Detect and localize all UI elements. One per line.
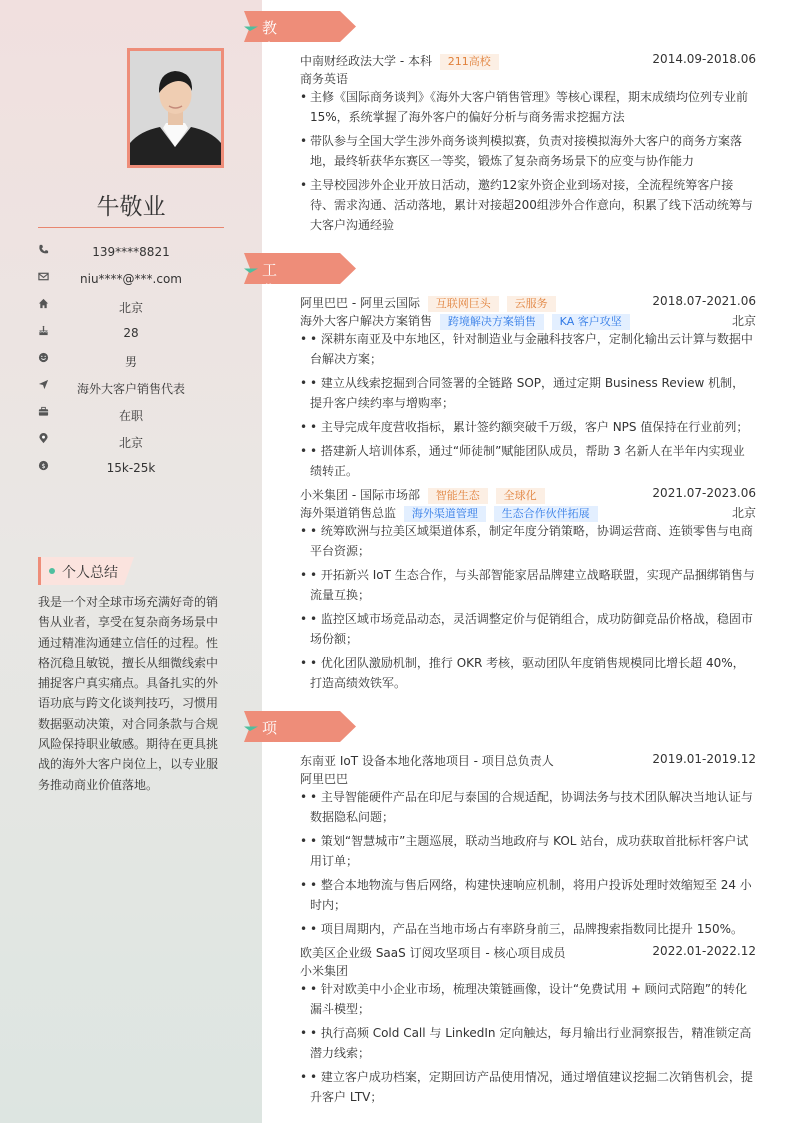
svg-text:$: $ xyxy=(41,461,46,470)
education-date: 2014.09-2018.06 xyxy=(652,52,756,66)
role-name: 海外大客户解决方案销售 xyxy=(300,314,433,328)
role-tag: 跨境解决方案销售 xyxy=(440,314,544,330)
work-bullets xyxy=(300,521,756,697)
info-salary xyxy=(38,456,224,483)
role-tag: KA 客户攻坚 xyxy=(552,314,630,330)
work-location: 北京 xyxy=(731,506,756,520)
company-tag: 智能生态 xyxy=(428,488,488,504)
work-header xyxy=(300,486,756,504)
work-date: 2018.07-2021.06 xyxy=(652,294,756,308)
list-item: • • 优化团队激励机制，推行 OKR 考核，驱动团队年度销售规模同比增长超 40%，打造高绩效铁军。 xyxy=(300,653,756,693)
work-header xyxy=(300,294,756,312)
role-tag: 海外渠道管理 xyxy=(404,506,486,522)
info-home xyxy=(38,294,224,321)
info-value: 139****8821 xyxy=(92,245,170,259)
info-email xyxy=(38,267,224,294)
list-item: • • 整合本地物流与售后网络，构建快速响应机制，将用户投诉处理时效缩短至 24 小时内； xyxy=(300,875,756,915)
summary-heading-dot-icon xyxy=(49,568,55,574)
section-title: 教育经历 xyxy=(262,19,278,100)
project-org xyxy=(300,770,756,787)
education-header xyxy=(300,52,756,70)
education-bullets xyxy=(300,87,756,239)
company-tag: 全球化 xyxy=(496,488,545,504)
info-value: 15k-25k xyxy=(106,461,156,475)
school-name: 中南财经政法大学 - 本科 xyxy=(300,54,432,68)
list-item: • 主修《国际商务谈判》《海外大客户销售管理》等核心课程，期末成绩均位列专业前15%，系统掌握了海外客户的偏好分析与商务需求挖掘方法 xyxy=(300,87,756,127)
work-role xyxy=(300,504,756,522)
list-item: • • 统筹欧洲与拉美区域渠道体系，制定年度分销策略，协调运营商、连锁零售与电商平台资源； xyxy=(300,521,756,561)
company-name: 小米集团 - 国际市场部 xyxy=(300,488,420,502)
info-value: 28 xyxy=(123,326,139,340)
project-org xyxy=(300,962,756,979)
company-name: 阿里巴巴 - 阿里云国际 xyxy=(300,296,420,310)
info-status xyxy=(38,402,224,429)
contact-info-list xyxy=(38,240,224,483)
major-name: 商务英语 xyxy=(300,72,349,86)
project-bullets xyxy=(300,787,756,943)
project-org-name: 小米集团 xyxy=(300,964,349,978)
summary-text: 我是一个对全球市场充满好奇的销售从业者，享受在复杂商务场景中通过精准沟通建立信任的过程。性格沉稳且敏锐，擅长从细微线索中捕捉客户真实痛点。具备扎实的外语功底与跨文化谈判技巧，习惯用数据驱动决策，对合同条款与合规风险保持职业敏感。期待在更具挑战的海外大客户岗位上，以专业服务推动商业价值落地。 xyxy=(38,595,219,792)
name-divider xyxy=(38,227,224,228)
list-item: • • 主导完成年度营收指标，累计签约额突破千万级，客户 NPS 值保持在行业前列； xyxy=(300,417,756,437)
list-item: • • 针对欧美中小企业市场，梳理决策链画像，设计“免费试用 + 顾问式陪跑”的转化漏斗模型； xyxy=(300,979,756,1019)
summary-heading-bar xyxy=(38,557,41,585)
list-item: • • 深耕东南亚及中东地区，针对制造业与金融科技客户，定制化输出云计算与数据中台解决方案； xyxy=(300,329,756,369)
project-header xyxy=(300,752,756,769)
project-header xyxy=(300,944,756,961)
company-tag: 互联网巨头 xyxy=(428,296,499,312)
company-tag: 云服务 xyxy=(507,296,556,312)
section-title: 工作经历 xyxy=(262,261,278,342)
summary-heading-label: 个人总结 xyxy=(62,565,118,581)
section-ribbon-icon xyxy=(244,711,356,742)
info-value: 男 xyxy=(124,355,137,369)
work-role xyxy=(300,312,756,330)
list-item: • • 开拓新兴 IoT 生态合作，与头部智能家居品牌建立战略联盟，实现产品捆绑销售与流量互换； xyxy=(300,565,756,605)
info-value: 北京 xyxy=(118,436,143,450)
info-value: 海外大客户销售代表 xyxy=(76,382,185,396)
project-date: 2019.01-2019.12 xyxy=(652,752,756,766)
project-title: 东南亚 IoT 设备本地化落地项目 - 项目总负责人 xyxy=(300,754,554,768)
info-age xyxy=(38,321,224,348)
section-ribbon-icon xyxy=(244,253,356,284)
list-item: • • 建立从线索挖掘到合同签署的全链路 SOP，通过定期 Business Review 机制，提升客户续约率与增购率； xyxy=(300,373,756,413)
list-item: • 主导校园涉外企业开放日活动，邀约12家外资企业到场对接，全流程统筹客户接待、需求沟通、活动落地，累计对接超200组涉外合作意向，积累了线下活动统筹与大客户沟通经验 xyxy=(300,175,756,235)
avatar-icon xyxy=(130,51,221,165)
list-item: • • 策划“智慧城市”主题巡展，联动当地政府与 KOL 站台，成功获取首批标杆客户试用订单； xyxy=(300,831,756,871)
sidebar xyxy=(0,0,262,1123)
work-location: 北京 xyxy=(731,314,756,328)
role-tag: 生态合作伙伴拓展 xyxy=(494,506,598,522)
project-date: 2022.01-2022.12 xyxy=(652,944,756,958)
info-value: 在职 xyxy=(118,409,143,423)
info-value: niu****@***.com xyxy=(80,272,182,286)
education-major xyxy=(300,70,756,87)
candidate-name: 牛敬业 xyxy=(96,194,166,220)
info-phone xyxy=(38,240,224,267)
summary-heading xyxy=(38,557,134,585)
role-name: 海外渠道销售总监 xyxy=(300,506,397,520)
list-item: • • 监控区域市场竞品动态，灵活调整定价与促销组合，成功防御竞品价格战，稳固市场份额； xyxy=(300,609,756,649)
profile-photo xyxy=(127,48,224,168)
main-content xyxy=(262,0,794,1123)
section-ribbon-icon xyxy=(244,11,356,42)
list-item: • • 项目周期内，产品在当地市场占有率跻身前三，品牌搜索指数同比提升 150%。 xyxy=(300,919,756,939)
project-bullets xyxy=(300,979,756,1111)
info-gender xyxy=(38,348,224,375)
list-item: • • 搭建新人培训体系，通过“师徒制”赋能团队成员，帮助 3 名新人在半年内实现业绩转正。 xyxy=(300,441,756,481)
project-title: 欧美区企业级 SaaS 订阅攻坚项目 - 核心项目成员 xyxy=(300,946,566,960)
info-value: 北京 xyxy=(118,301,143,315)
school-tag: 211高校 xyxy=(440,54,499,70)
list-item: • • 主导智能硬件产品在印尼与泰国的合规适配，协调法务与技术团队解决当地认证与数据隐私问题； xyxy=(300,787,756,827)
list-item: • 带队参与全国大学生涉外商务谈判模拟赛，负责对接模拟海外大客户的商务方案落地，最终斩获华东赛区一等奖，锻炼了复杂商务场景下的应变与协作能力 xyxy=(300,131,756,171)
work-date: 2021.07-2023.06 xyxy=(652,486,756,500)
list-item: • • 执行高频 Cold Call 与 LinkedIn 定向触达，每月输出行业洞察报告，精准锁定高潜力线索； xyxy=(300,1023,756,1063)
info-target-position xyxy=(38,375,224,402)
work-bullets xyxy=(300,329,756,485)
list-item: • • 建立客户成功档案，定期回访产品使用情况，通过增值建议挖掘二次销售机会，提升客户 LTV； xyxy=(300,1067,756,1107)
info-location xyxy=(38,429,224,456)
project-org-name: 阿里巴巴 xyxy=(300,772,349,786)
section-title: 项目经历 xyxy=(262,719,278,800)
